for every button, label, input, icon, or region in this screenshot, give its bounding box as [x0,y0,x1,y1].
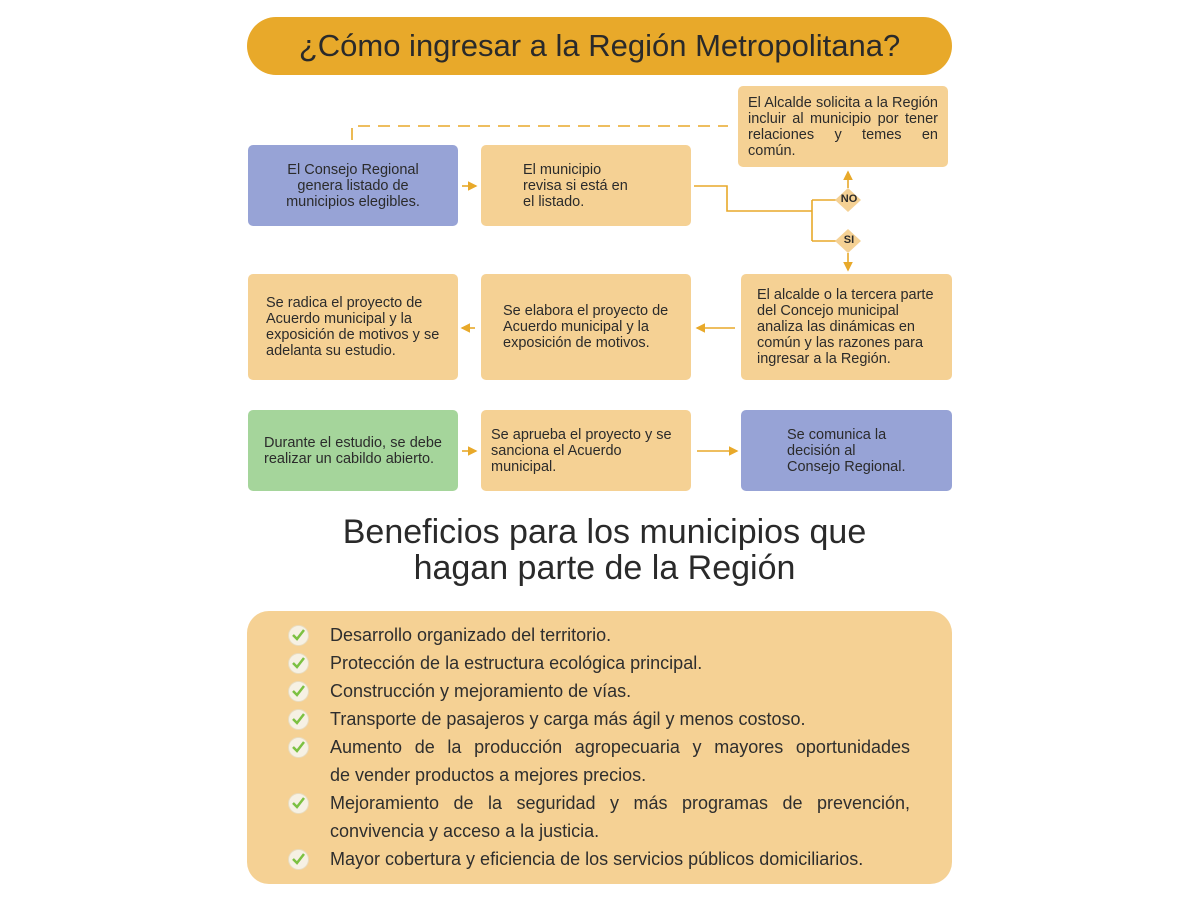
connector-branch [812,200,836,241]
benefit-text: de vender productos a mejores precios. [330,765,647,785]
check-icon [288,681,309,702]
step-aprueba [481,410,691,491]
step-text: El alcalde o la tercera parte del Concejo municipal analiza las dinámicas en común y las razones para ingresar a la Región. [757,287,934,367]
dashed-connector [352,126,728,140]
benefit-item [330,733,910,789]
benefit-text: Construcción y mejoramiento de vías. [330,681,632,701]
benefit-text: Aumento de la producción agropecuaria y mayores oportunidades [330,737,910,757]
check-icon [288,625,309,646]
step-text: El municipio revisa si está en el listado. [523,161,628,210]
connector-municipio-decision [694,186,812,211]
benefit-item [330,621,910,649]
benefits-list [247,611,952,884]
benefit-item [330,705,910,733]
benefits-heading [247,514,962,586]
benefit-item [330,845,910,873]
step-text: El Alcalde solicita a la Región incluir al municipio por tener relaciones y temes en común. [748,94,938,159]
step-text: Durante el estudio, se debe realizar un cabildo abierto. [264,434,442,467]
step-alcalde-analiza [741,274,952,380]
title-text: ¿Cómo ingresar a la Región Metropolitana? [298,28,901,63]
no-label: NO [840,193,858,205]
benefit-text: Mayor cobertura y eficiencia de los servicios públicos domiciliarios. [330,849,864,869]
heading-line: hagan parte de la Región [413,549,796,587]
step-text: Se comunica la decisión al Consejo Regional. [787,426,906,475]
step-text: El Consejo Regional genera listado de municipios elegibles. [286,161,420,210]
step-comunica [741,410,952,491]
check-icon [288,737,309,758]
step-consejo-listado [248,145,458,226]
step-municipio-revisa [481,145,691,226]
step-elabora-proyecto [481,274,691,380]
benefit-item [330,677,910,705]
heading-line: Beneficios para los municipios que [342,513,867,551]
check-icon [288,849,309,870]
check-icon [288,709,309,730]
benefit-text: Transporte de pasajeros y carga más ágil y menos costoso. [330,709,806,729]
benefit-text: convivencia y acceso a la justicia. [330,821,600,841]
step-text: Se elabora el proyecto de Acuerdo municipal y la exposición de motivos. [503,303,669,351]
si-label: SI [843,234,855,246]
check-icon [288,653,309,674]
step-text: Se aprueba el proyecto y se sanciona el Acuerdo municipal. [491,426,672,475]
step-cabildo [248,410,458,491]
step-text: Se radica el proyecto de Acuerdo municipal y la exposición de motivos y se adelanta su estudio. [266,295,440,359]
benefit-item [330,789,910,845]
check-icon [288,793,309,814]
benefit-text: Mejoramiento de la seguridad y más programas de prevención, [330,793,910,813]
step-radica-proyecto [248,274,458,380]
step-alcalde-solicita [738,86,948,167]
benefit-item [330,649,910,677]
benefit-text: Protección de la estructura ecológica principal. [330,653,703,673]
benefit-text: Desarrollo organizado del territorio. [330,625,612,645]
